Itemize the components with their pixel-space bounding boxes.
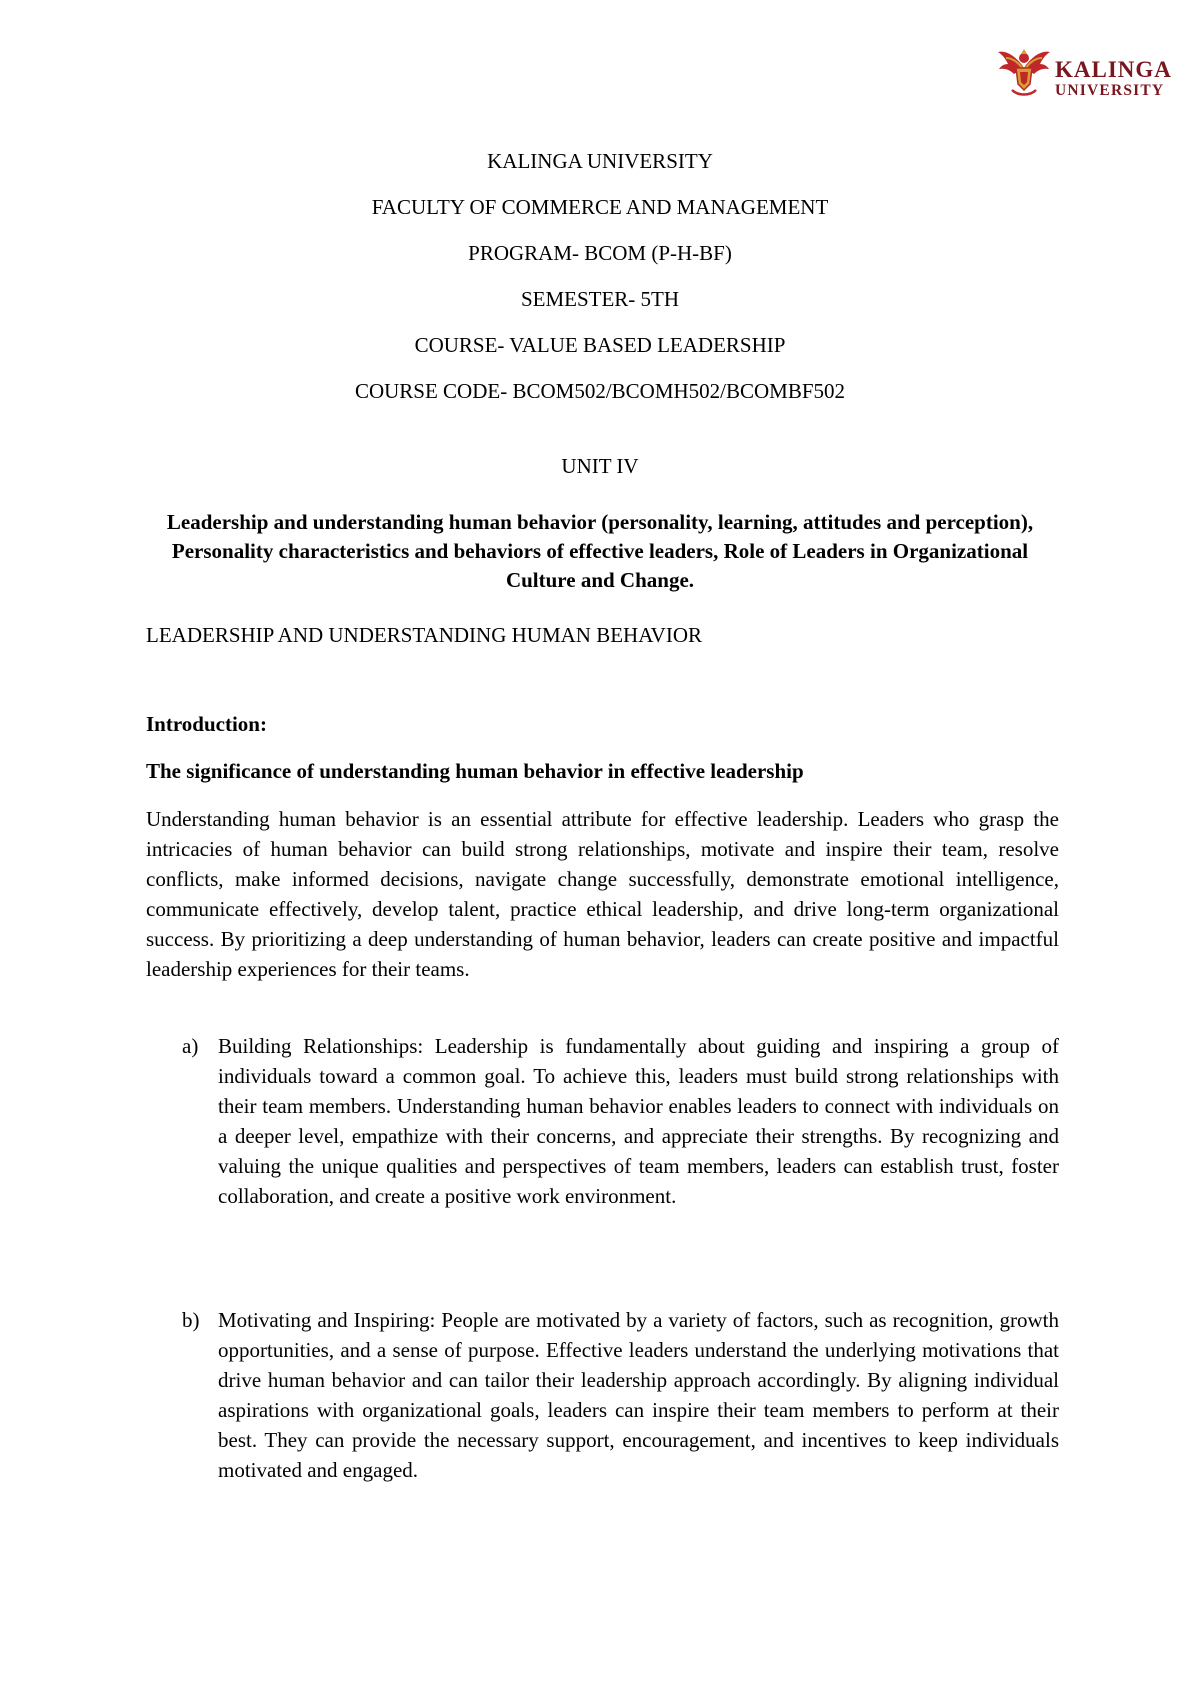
garuda-emblem-icon [996,46,1052,98]
course-code-line: COURSE CODE- BCOM502/BCOMH502/BCOMBF502 [354,379,846,403]
course-line: COURSE- VALUE BASED LEADERSHIP [414,333,786,357]
list-item [146,1031,1059,1211]
program-line: PROGRAM- BCOM (P-H-BF) [468,241,732,265]
logo-line-2: UNIVERSITY [1055,82,1165,99]
intro-paragraph: Understanding human behavior is an essential attribute for effective leadership. Leaders who grasp the intricacies of human behavior can build strong relationships, motivate and inspire their team, resolve conflicts, make informed decisions, navigate change successfully, demonstrate emotional intelligence, communicate effectively, develop talent, practice ethical leadership, and drive long-term organizational success. By prioritizing a deep understanding of human behavior, leaders can create positive and impactful leadership experiences for their teams. [146,807,1059,981]
intro-heading: Introduction: [146,712,267,736]
list-marker: a) [182,1034,199,1058]
university-name: KALINGA UNIVERSITY [487,149,713,173]
logo-wordmark [1055,58,1172,99]
logo-line-1: KALINGA [1055,57,1172,82]
list-item-text: Building Relationships: Leadership is fundamentally about guiding and inspiring a group of individuals toward a common goal. To achieve this, leaders must build strong relationships with their team members. Understanding human behavior enables leaders to connect with individuals on a deeper level, empathize with their concerns, and appreciate their strengths. By recognizing and valuing the unique qualities and perspectives of team members, leaders can establish trust, foster collaboration, and create a positive work environment. [218,1034,1059,1208]
subheading: The significance of understanding human behavior in effective leadership [146,759,804,783]
faculty-name: FACULTY OF COMMERCE AND MANAGEMENT [371,195,829,219]
section-title: LEADERSHIP AND UNDERSTANDING HUMAN BEHAVIOR [146,623,702,647]
unit-title: UNIT IV [561,454,639,478]
list-item-text: Motivating and Inspiring: People are motivated by a variety of factors, such as recognition, growth opportunities, and a sense of purpose. Effective leaders understand the underlying motivations that drive human behavior and can tailor their leadership approach accordingly. By aligning individual aspirations with organizational goals, leaders can inspire their team members to perform at their best. They can provide the necessary support, encouragement, and incentives to keep individuals motivated and engaged. [218,1308,1059,1482]
unit-topics: Leadership and understanding human behavior (personality, learning, attitudes and perception), Personality characteristics and behaviors of effective leaders, Role of Leaders in Organizational Culture and Change. [166,510,1034,592]
list-item [146,1305,1059,1485]
list-marker: b) [182,1308,200,1332]
semester-line: SEMESTER- 5TH [520,287,680,311]
university-logo [996,42,1176,104]
